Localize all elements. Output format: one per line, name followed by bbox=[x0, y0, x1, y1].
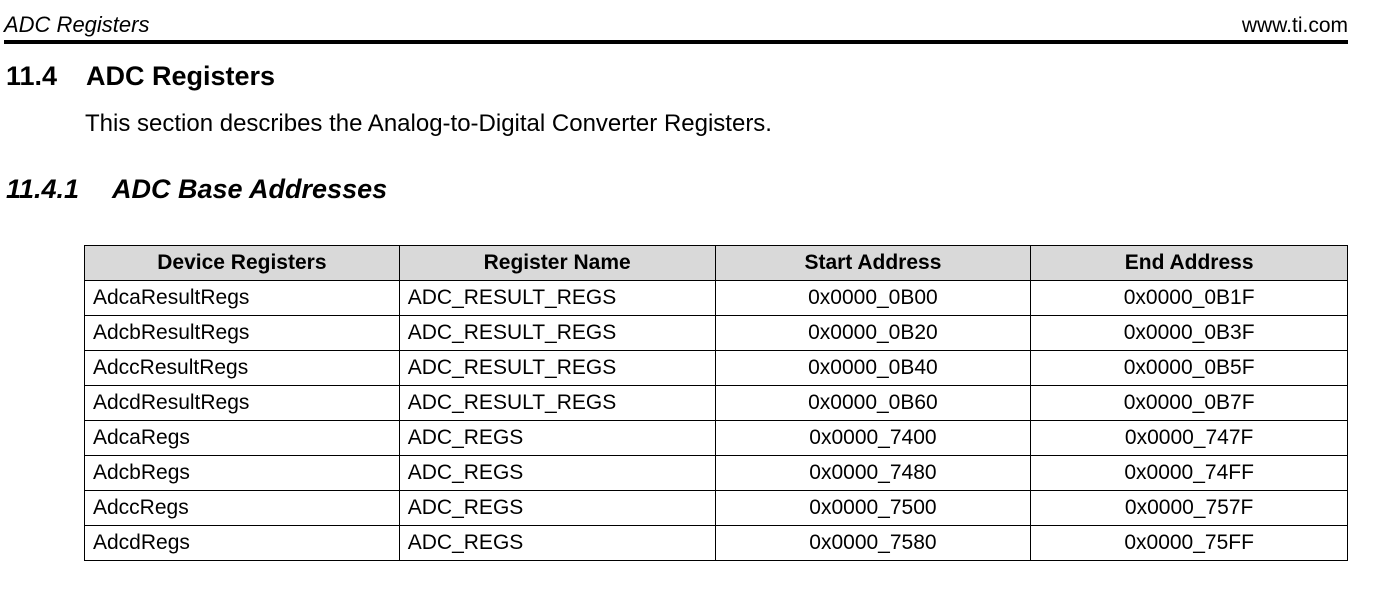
end-address-cell: 0x0000_0B1F bbox=[1031, 281, 1348, 316]
start-address-cell: 0x0000_7500 bbox=[715, 491, 1031, 526]
page-header bbox=[4, 0, 1348, 44]
table-row bbox=[85, 316, 1348, 351]
table-row bbox=[85, 386, 1348, 421]
column-header-register-name: Register Name bbox=[399, 246, 715, 281]
register-name-cell: ADC_RESULT_REGS bbox=[399, 281, 715, 316]
table-row bbox=[85, 491, 1348, 526]
device-register-cell: AdccRegs bbox=[85, 491, 400, 526]
register-name-cell: ADC_REGS bbox=[399, 456, 715, 491]
subsection-heading bbox=[6, 174, 387, 205]
register-name-cell: ADC_RESULT_REGS bbox=[399, 316, 715, 351]
register-name-cell: ADC_RESULT_REGS bbox=[399, 351, 715, 386]
header-chapter-title: ADC Registers bbox=[4, 12, 150, 37]
section-number: 11.4 bbox=[6, 61, 58, 91]
table-row bbox=[85, 526, 1348, 561]
register-name-cell: ADC_REGS bbox=[399, 491, 715, 526]
device-register-cell: AdcaResultRegs bbox=[85, 281, 400, 316]
start-address-cell: 0x0000_0B60 bbox=[715, 386, 1031, 421]
table-header-row bbox=[85, 246, 1348, 281]
table-row bbox=[85, 281, 1348, 316]
end-address-cell: 0x0000_0B7F bbox=[1031, 386, 1348, 421]
start-address-cell: 0x0000_0B20 bbox=[715, 316, 1031, 351]
start-address-cell: 0x0000_0B00 bbox=[715, 281, 1031, 316]
column-header-device-registers: Device Registers bbox=[85, 246, 400, 281]
device-register-cell: AdcdRegs bbox=[85, 526, 400, 561]
device-register-cell: AdcbResultRegs bbox=[85, 316, 400, 351]
section-description: This section describes the Analog-to-Digital Converter Registers. bbox=[85, 110, 772, 137]
table-row bbox=[85, 351, 1348, 386]
register-name-cell: ADC_REGS bbox=[399, 421, 715, 456]
start-address-cell: 0x0000_7480 bbox=[715, 456, 1031, 491]
column-header-end-address: End Address bbox=[1031, 246, 1348, 281]
device-register-cell: AdcdResultRegs bbox=[85, 386, 400, 421]
subsection-title: ADC Base Addresses bbox=[112, 174, 388, 204]
register-name-cell: ADC_REGS bbox=[399, 526, 715, 561]
register-name-cell: ADC_RESULT_REGS bbox=[399, 386, 715, 421]
start-address-cell: 0x0000_7580 bbox=[715, 526, 1031, 561]
table-row bbox=[85, 421, 1348, 456]
start-address-cell: 0x0000_0B40 bbox=[715, 351, 1031, 386]
end-address-cell: 0x0000_0B3F bbox=[1031, 316, 1348, 351]
end-address-cell: 0x0000_0B5F bbox=[1031, 351, 1348, 386]
section-title: ADC Registers bbox=[86, 61, 276, 91]
subsection-number: 11.4.1 bbox=[6, 174, 80, 204]
section-heading bbox=[6, 61, 275, 92]
end-address-cell: 0x0000_757F bbox=[1031, 491, 1348, 526]
base-address-table bbox=[84, 245, 1348, 561]
table-row bbox=[85, 456, 1348, 491]
device-register-cell: AdccResultRegs bbox=[85, 351, 400, 386]
device-register-cell: AdcbRegs bbox=[85, 456, 400, 491]
end-address-cell: 0x0000_74FF bbox=[1031, 456, 1348, 491]
header-website-link[interactable]: www.ti.com bbox=[1241, 14, 1348, 37]
end-address-cell: 0x0000_75FF bbox=[1031, 526, 1348, 561]
device-register-cell: AdcaRegs bbox=[85, 421, 400, 456]
start-address-cell: 0x0000_7400 bbox=[715, 421, 1031, 456]
end-address-cell: 0x0000_747F bbox=[1031, 421, 1348, 456]
column-header-start-address: Start Address bbox=[715, 246, 1031, 281]
